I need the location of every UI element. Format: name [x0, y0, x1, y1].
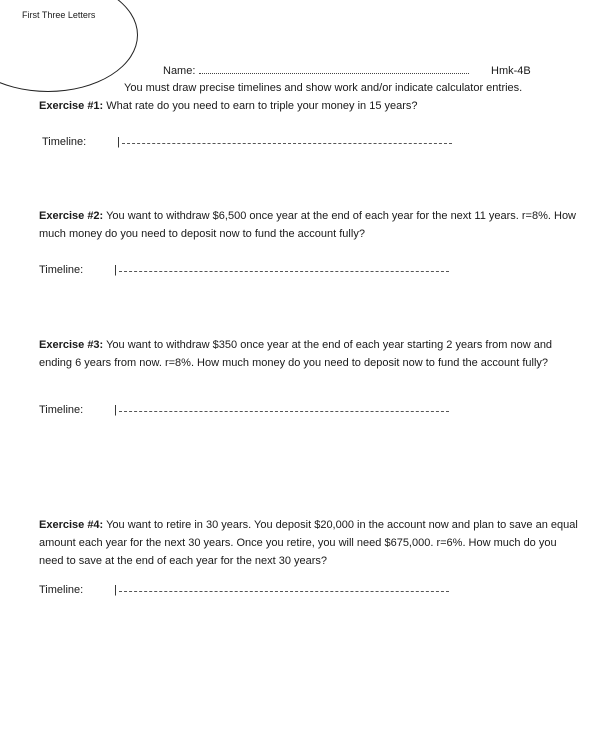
exercise-4-text: You want to retire in 30 years. You deposit $20,000 in the account now and plan to save an equal amount each year for the next 30 years. Once you retire, you will need $675,000. r=6%. How much do you need to save at the end of each year for the next 30 years? — [39, 519, 578, 567]
exercise-4 — [39, 516, 579, 570]
exercise-1-label: Exercise #1: — [39, 100, 104, 112]
exercise-2-text: You want to withdraw $6,500 once year at the end of each year for the next 11 years. r=8%. How much money do you need to deposit now to fund the account fully? — [39, 210, 577, 240]
exercise-1 — [39, 97, 579, 115]
timeline-3 — [39, 404, 117, 416]
timeline-2 — [39, 264, 117, 276]
timeline-3-line[interactable] — [119, 411, 449, 412]
timeline-1-label: Timeline: — [42, 136, 87, 148]
exercise-3-label: Exercise #3: — [39, 339, 104, 351]
timeline-4-start-tick: | — [114, 584, 117, 596]
timeline-3-start-tick: | — [114, 404, 117, 416]
timeline-1 — [42, 136, 120, 148]
first-three-letters-label: First Three Letters — [22, 10, 96, 20]
timeline-4 — [39, 584, 117, 596]
assignment-code: Hmk-4B — [491, 65, 531, 77]
timeline-2-label: Timeline: — [39, 264, 84, 276]
exercise-3 — [39, 336, 579, 372]
timeline-1-line[interactable] — [122, 143, 452, 144]
exercise-1-text: What rate do you need to earn to triple your money in 15 years? — [106, 100, 418, 112]
timeline-4-label: Timeline: — [39, 584, 84, 596]
exercise-2 — [39, 207, 579, 243]
exercise-2-label: Exercise #2: — [39, 210, 104, 222]
name-blank-line[interactable] — [199, 65, 469, 74]
timeline-3-label: Timeline: — [39, 404, 84, 416]
name-field[interactable] — [163, 65, 469, 77]
exercise-4-label: Exercise #4: — [39, 519, 104, 531]
exercise-3-text: You want to withdraw $350 once year at the end of each year starting 2 years from now and ending 6 years from now. r=8%. How much money do you need to deposit now to fund the account fully? — [39, 339, 553, 369]
timeline-1-start-tick: | — [117, 136, 120, 148]
timeline-4-line[interactable] — [119, 591, 449, 592]
instructions: You must draw precise timelines and show work and/or indicate calculator entries. — [124, 82, 523, 94]
timeline-2-line[interactable] — [119, 271, 449, 272]
timeline-2-start-tick: | — [114, 264, 117, 276]
name-label: Name: — [163, 65, 196, 77]
